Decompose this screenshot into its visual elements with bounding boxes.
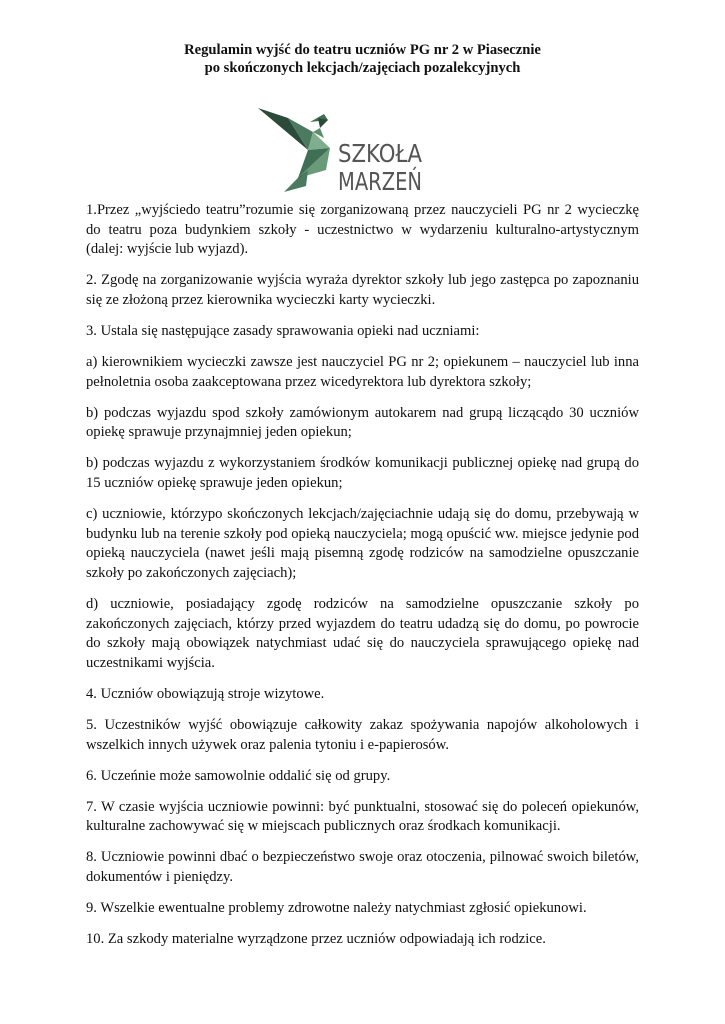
- paragraph-3c: c) uczniowie, którzypo skończonych lekcjach/zajęciachnie udają się do domu, przebywają w budynku lub na terenie szkoły pod opieką nauczyciela; mogą opuścić ww. miejsce jedynie pod opieką nauczyciela (nawet jeśli mają pisemną zgodę rodziców na samodzielne opuszczanie szkoły po zakończonych zajęciach);: [86, 506, 639, 581]
- paragraph-3b-public-transport: b) podczas wyjazdu z wykorzystaniem środków komunikacji publicznej opiekę nad grupą do 15 uczniów opiekę sprawuje jeden opiekun;: [86, 455, 639, 492]
- regulations-body: [86, 201, 639, 961]
- paragraph-7: 7. W czasie wyjścia uczniowie powinni: być punktualni, stosować się do poleceń opiekunów, kulturalne zachowywać się w miejscach publicznych oraz środkach komunikacji.: [86, 798, 639, 835]
- title-line-1: Regulamin wyjść do teatru uczniów PG nr 2 w Piasecznie: [184, 42, 541, 58]
- paragraph-1: 1.Przez „wyjściedo teatru”rozumie się zorganizowaną przez nauczycieli PG nr 2 wycieczkę do teatru poza budynkiem szkoły - uczestnictwo w wydarzeniu kulturalno-artystycznym (dalej: wyjście lub wyjazd).: [86, 202, 639, 258]
- paragraph-3a: a) kierownikiem wycieczki zawsze jest nauczyciel PG nr 2; opiekunem – nauczyciel lub inna pełnoletnia osoba zaakceptowana przez wicedyrektora lub dyrektora szkoły;: [86, 354, 639, 390]
- paragraph-4: 4. Uczniów obowiązują stroje wizytowe.: [86, 685, 325, 702]
- logo-word-1: SZKOŁA: [338, 139, 422, 168]
- paragraph-3d: d) uczniowie, posiadający zgodę rodziców na samodzielne opuszczanie szkoły po zakończonych zajęciach, którzy przed wyjazdem do teatru udadzą się do domu, po powrocie do szkoły mają obowiązek natychmiast udać się do nauczyciela sprawującego opiekę nad uczestnikami wyjścia.: [86, 596, 639, 671]
- paragraph-3: 3. Ustala się następujące zasady sprawowania opieki nad uczniami:: [86, 322, 480, 339]
- paragraph-6: 6. Uczeńnie może samowolnie oddalić się od grupy.: [86, 767, 391, 784]
- paragraph-2: 2. Zgodę na zorganizowanie wyjścia wyraża dyrektor szkoły lub jego zastępca po zapoznaniu się ze złożoną przez kierownika wycieczki karty wycieczki.: [86, 272, 639, 308]
- school-logo: [258, 108, 428, 198]
- document-title: [0, 41, 725, 77]
- paragraph-3b-bus: b) podczas wyjazdu spod szkoły zamówionym autokarem nad grupą liczącądo 30 uczniów opiekę sprawuje przynajmniej jeden opiekun;: [86, 404, 639, 441]
- paragraph-10: 10. Za szkody materialne wyrządzone przez uczniów odpowiadają ich rodzice.: [86, 931, 546, 948]
- logo-word-2: MARZEŃ: [338, 167, 422, 196]
- bird-icon: [258, 108, 330, 192]
- paragraph-5: 5. Uczestników wyjść obowiązuje całkowity zakaz spożywania napojów alkoholowych i wszelkich innych używek oraz palenia tytoniu i e-papierosów.: [86, 716, 639, 753]
- title-line-2: po skończonych lekcjach/zajęciach pozalekcyjnych: [204, 60, 521, 76]
- paragraph-9: 9. Wszelkie ewentualne problemy zdrowotne należy natychmiast zgłosić opiekunowi.: [86, 900, 587, 917]
- paragraph-8: 8. Uczniowie powinni dbać o bezpieczeństwo swoje oraz otoczenia, pilnować swoich biletów, dokumentów i pieniędzy.: [86, 849, 639, 886]
